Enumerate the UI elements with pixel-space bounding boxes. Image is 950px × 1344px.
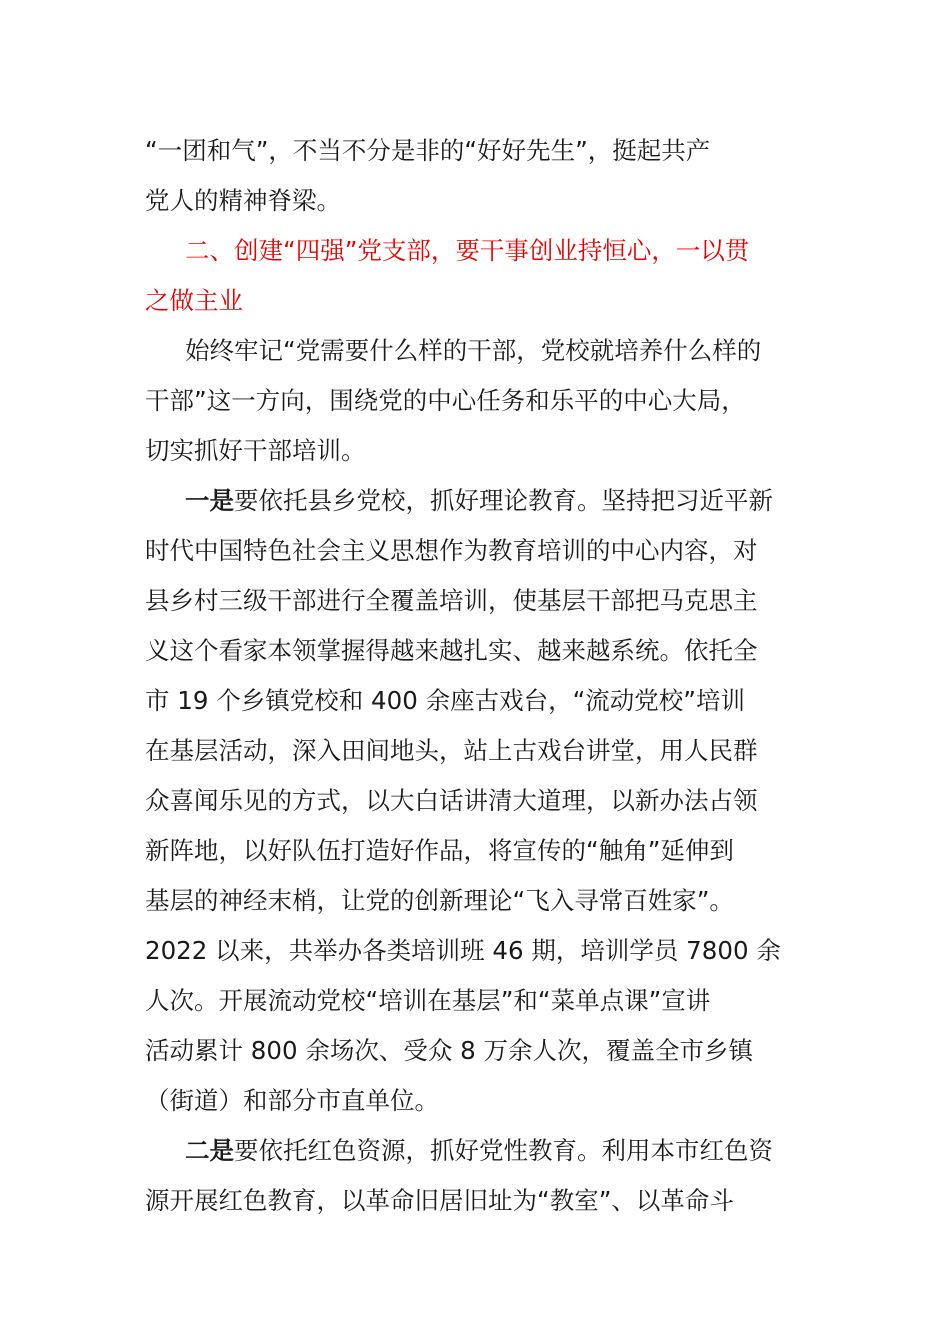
paragraph-line: 干部”这一方向，围绕党的中心任务和乐平的中心大局， [145,386,746,415]
paragraph-line: 始终牢记“党需要什么样的干部，党校就培养什么样的 [185,336,762,365]
paragraph-line: 基层的神经末梢，让党的创新理论“飞入寻常百姓家”。 [145,886,734,915]
item-text: 要依托县乡党校，抓好理论教育。坚持把习近平新 [234,486,773,515]
paragraph-line: 众喜闻乐见的方式，以大白话讲清大道理，以新办法占领 [145,786,758,815]
paragraph-line: 源开展红色教育，以革命旧居旧址为“教室”、以革命斗 [145,1186,734,1215]
paragraph-line [145,1126,805,1176]
document-body [145,126,805,1226]
paragraph-line: 县乡村三级干部进行全覆盖培训，使基层干部把马克思主 [145,586,758,615]
paragraph-line: 市 19 个乡镇党校和 400 余座古戏台，“流动党校”培训 [145,686,745,715]
paragraph-line: 人次。开展流动党校“培训在基层”和“菜单点课”宣讲 [145,986,711,1015]
paragraph-line: 新阵地，以好队伍打造好作品，将宣传的“触角”延伸到 [145,836,734,865]
paragraph-line: 2022 以来，共举办各类培训班 46 期，培训学员 7800 余 [145,936,781,965]
section-heading-line: 二、创建“四强”党支部，要干事创业持恒心，一以贯 [185,236,750,265]
paragraph-line: 活动累计 800 余场次、受众 8 万余人次，覆盖全市乡镇 [145,1036,753,1065]
paragraph-line: 在基层活动，深入田间地头，站上古戏台讲堂，用人民群 [145,736,758,765]
paragraph-line: 义这个看家本领掌握得越来越扎实、越来越系统。依托全 [145,636,758,665]
item-label-first: 一是 [185,486,234,515]
paragraph-line: “一团和气”，不当不分是非的“好好先生”，挺起共产 [145,136,711,165]
paragraph-line: 切实抓好干部培训。 [145,436,366,465]
paragraph-line: 党人的精神脊梁。 [145,186,341,215]
paragraph-line: 时代中国特色社会主义思想作为教育培训的中心内容，对 [145,536,758,565]
paragraph-line: （街道）和部分市直单位。 [145,1086,439,1115]
item-text: 要依托红色资源，抓好党性教育。利用本市红色资 [234,1136,773,1165]
section-heading-line: 之做主业 [145,286,243,315]
paragraph-line [145,476,805,526]
item-label-second: 二是 [185,1136,234,1165]
